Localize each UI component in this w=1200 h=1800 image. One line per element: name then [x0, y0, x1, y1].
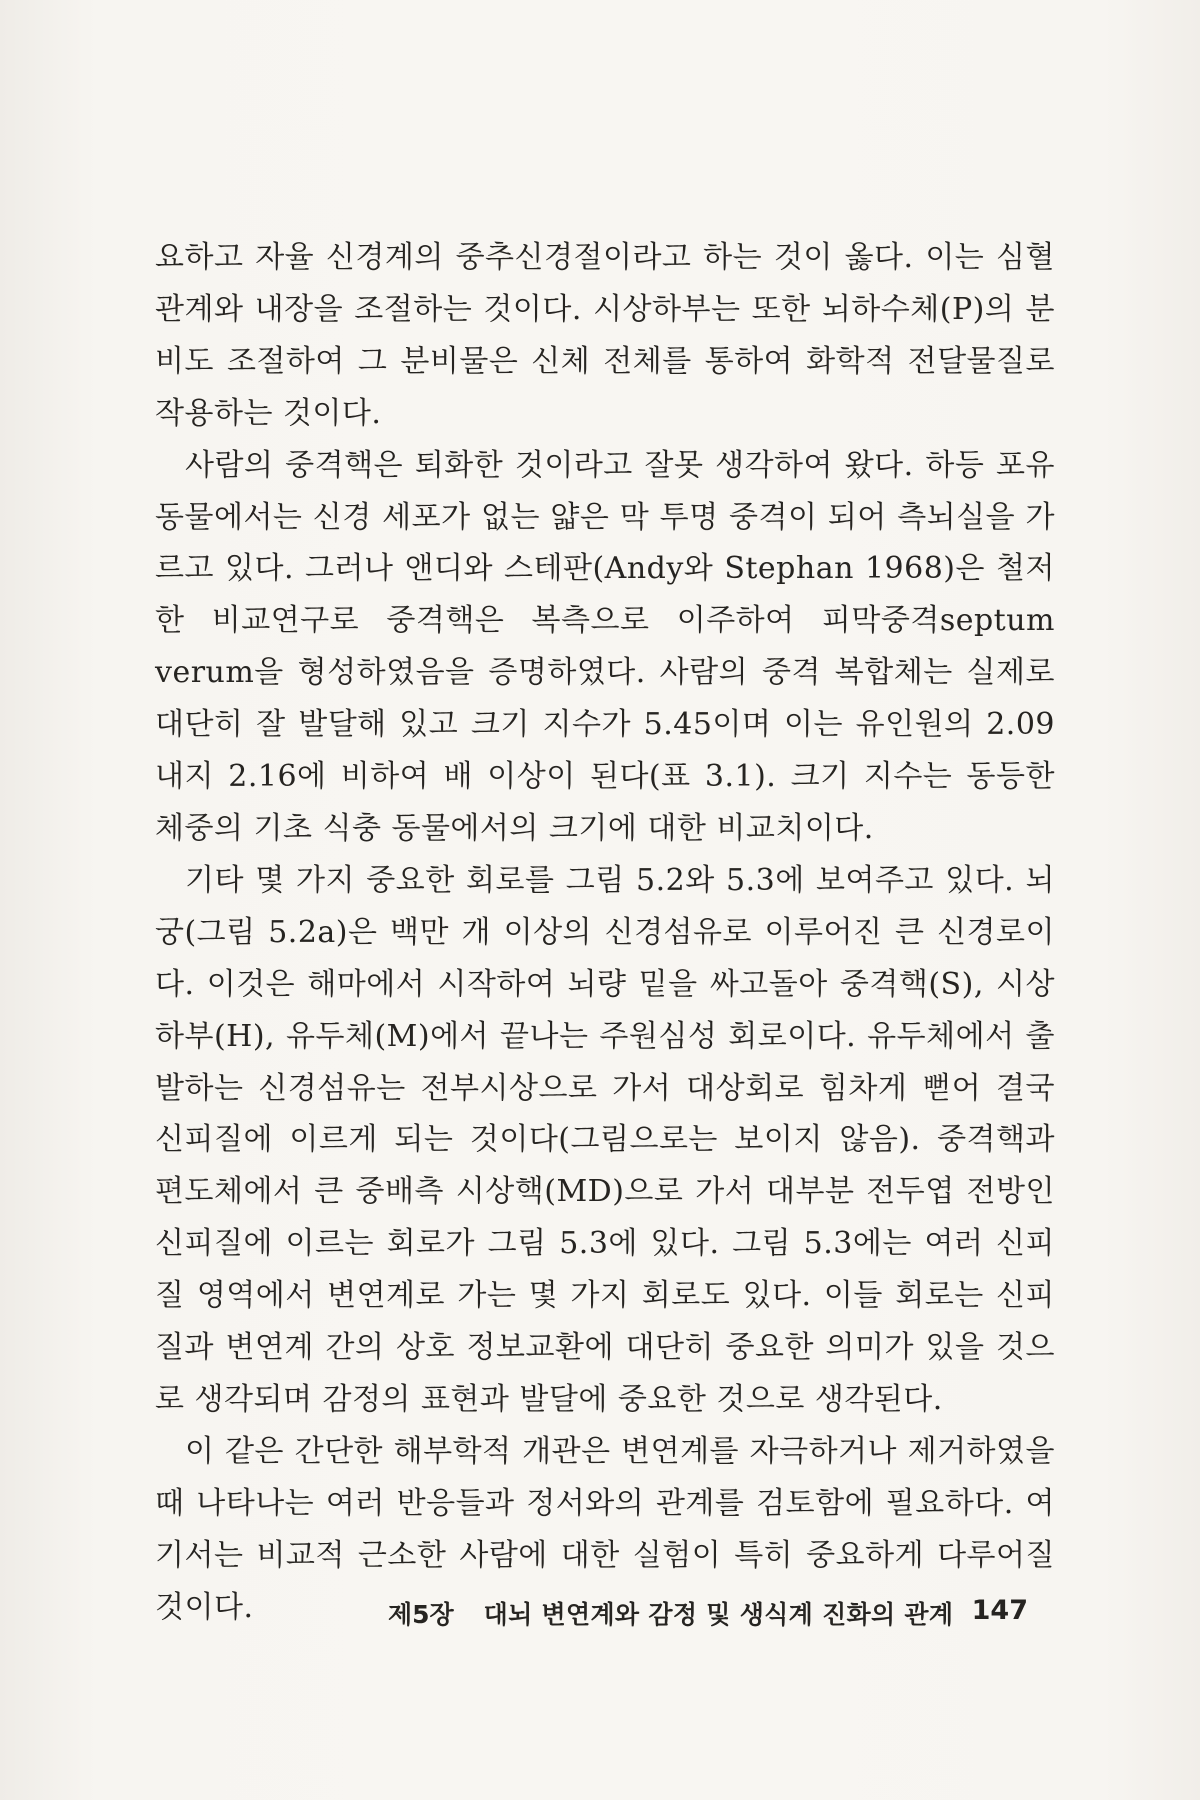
chapter-title: 대뇌 변연계와 감정 및 생식계 진화의 관계 [483, 1600, 954, 1629]
paragraph-1: 요하고 자율 신경계의 중추신경절이라고 하는 것이 옳다. 이는 심혈관계와 내장을 조절하는 것이다. 시상하부는 또한 뇌하수체(P)의 분비도 조절하여 그 분비물은 신체 전체를 통하여 화학적 전달물질로 작용하는 것이다. [155, 240, 1055, 431]
page-number: 147 [971, 1595, 1028, 1626]
paragraph-4: 이 같은 간단한 해부학적 개관은 변연계를 자극하거나 제거하였을 때 나타나는 여러 반응들과 정서와의 관계를 검토함에 필요하다. 여기서는 비교적 근소한 사람에 대한 실험이 특히 중요하게 다루어질 것이다. [155, 1433, 1055, 1625]
running-footer [388, 1595, 1028, 1635]
chapter-label: 제5장 [388, 1600, 454, 1629]
paragraph-3: 기타 몇 가지 중요한 회로를 그림 5.2와 5.3에 보여주고 있다. 뇌궁(그림 5.2a)은 백만 개 이상의 신경섬유로 이루어진 큰 신경로이다. 이것은 해마에서 시작하여 뇌량 밑을 싸고돌아 중격핵(S), 시상하부(H), 유두체(M)에서 끝나는 주원심성 회로이다. 유두체에서 출발하는 신경섬유는 전부시상으로 가서 대상회로 힘차게 뻗어 결국 신피질에 이르게 되는 것이다(그림으로는 보이지 않음). 중격핵과 편도체에서 큰 중배측 시상핵(MD)으로 가서 대부분 전두엽 전방인 신피질에 이르는 회로가 그림 5.3에 있다. 그림 5.3에는 여러 신피질 영역에서 변연계로 가는 몇 가지 회로도 있다. 이들 회로는 신피질과 변연계 간의 상호 정보교환에 대단히 중요한 의미가 있을 것으로 생각되며 감정의 표현과 발달에 중요한 것으로 생각된다. [155, 862, 1055, 1417]
paragraph-2: 사람의 중격핵은 퇴화한 것이라고 잘못 생각하여 왔다. 하등 포유동물에서는 신경 세포가 없는 얇은 막 투명 중격이 되어 측뇌실을 가르고 있다. 그러나 앤디와 스테판(Andy와 Stephan 1968)은 철저한 비교연구로 중격핵은 복측으로 이주하여 피막중격septum verum을 형성하였음을 증명하였다. 사람의 중격 복합체는 실제로 대단히 잘 발달해 있고 크기 지수가 5.45이며 이는 유인원의 2.09 내지 2.16에 비하여 배 이상이 된다(표 3.1). 크기 지수는 동등한 체중의 기초 식충 동물에서의 크기에 대한 비교치이다. [155, 447, 1055, 846]
body-text [155, 232, 1055, 1633]
